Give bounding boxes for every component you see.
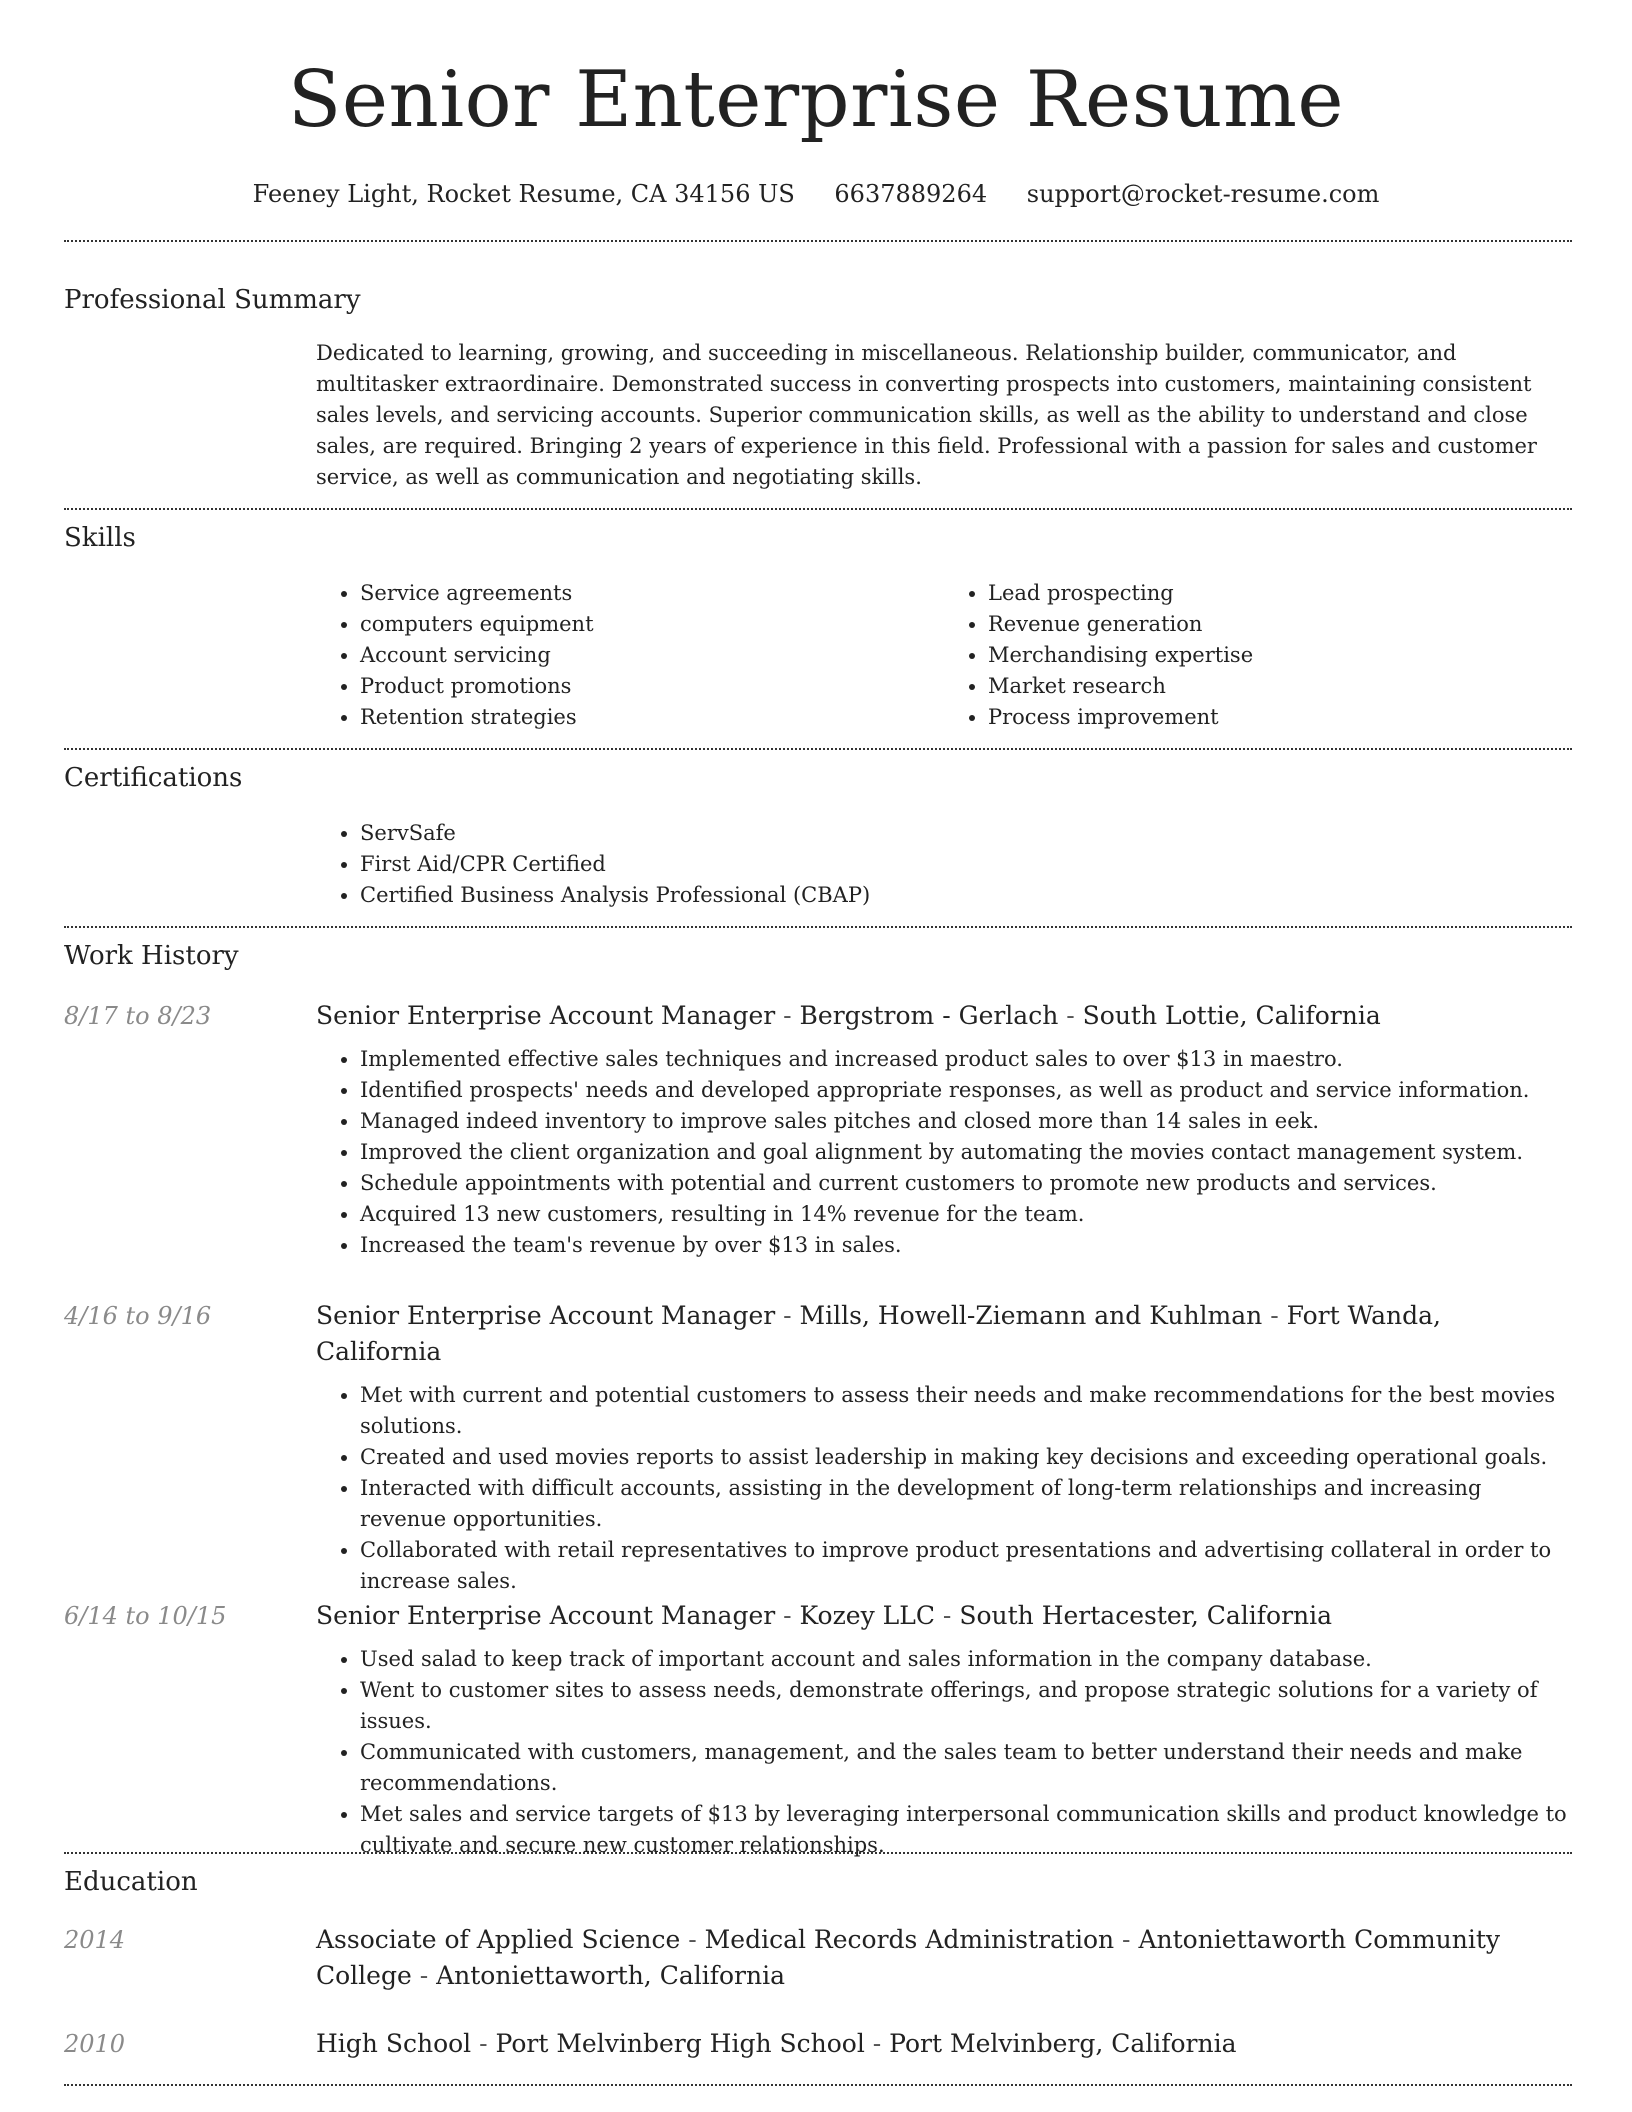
job-bullet: • Acquired 13 new customers, resulting in 14% revenue for the team. [360, 1199, 1572, 1230]
job-company: Bergstrom - Gerlach [799, 1001, 1059, 1030]
education-location: Antoniettaworth, California [436, 1961, 785, 1990]
education-school: Antoniettaworth Community College [316, 1925, 1501, 1990]
job-location: South Hertacester, California [959, 1601, 1333, 1630]
education-heading-line [316, 1922, 1572, 1994]
skills-list-left [316, 578, 944, 733]
job-heading [316, 998, 1572, 1034]
job-location: South Lottie, California [1082, 1001, 1381, 1030]
separator: - [411, 1961, 437, 1990]
separator: - [934, 1601, 960, 1630]
section-divider [64, 508, 1572, 510]
summary-text: Dedicated to learning, growing, and succeeding in miscellaneous. Relationship builder, communicator, and multitasker extraordinaire. Demonstrated success in converting prospects into customers, maintaining consistent sales levels, and servicing accounts. Superior communication skills, as well as the ability to understand and close sales, are required. Bringing 2 years of experience in this field. Professional with a passion for sales and customer service, as well as communication and negotiating skills. [316, 341, 1537, 489]
education-entry [316, 1922, 1572, 1994]
job-bullet: • Implemented effective sales techniques and increased product sales to over $13 in maestro. [360, 1044, 1572, 1075]
skills-section [316, 578, 1572, 733]
skill-item: • Lead prospecting [988, 578, 1572, 609]
education-year: 2014 [64, 1926, 126, 1954]
skill-item: • Service agreements [360, 578, 944, 609]
job-bullets [316, 1044, 1572, 1261]
education-field: Medical Records Administration [704, 1925, 1115, 1954]
education-degree: High School [316, 2029, 472, 2058]
job-bullet: • Went to customer sites to assess needs, demonstrate offerings, and propose strategic solutions for a variety of issues. [360, 1675, 1572, 1737]
job-entry [316, 1298, 1572, 1597]
section-divider [64, 926, 1572, 928]
job-dates: 8/17 to 8/23 [64, 1002, 212, 1030]
job-bullet: • Identified prospects' needs and developed appropriate responses, as well as product and service information. [360, 1075, 1572, 1106]
section-divider [64, 1852, 1572, 1854]
job-title: Senior Enterprise Account Manager [316, 1001, 776, 1030]
job-bullets [316, 1644, 1572, 1861]
separator: - [680, 1925, 705, 1954]
skills-grid [316, 578, 1572, 733]
job-location: Fort Wanda, California [316, 1301, 1441, 1366]
job-bullet: • Collaborated with retail representatives to improve product presentations and advertising collateral in order to increase sales. [360, 1535, 1572, 1597]
skill-item: • Retention strategies [360, 702, 944, 733]
job-heading [316, 1598, 1572, 1634]
separator: - [775, 1601, 800, 1630]
separator: - [1262, 1301, 1287, 1330]
education-year: 2010 [64, 2030, 126, 2058]
skill-item: • Merchandising expertise [988, 640, 1572, 671]
job-company: Kozey LLC [799, 1601, 935, 1630]
skill-item: • Product promotions [360, 671, 944, 702]
education-location: Port Melvinberg, California [889, 2029, 1237, 2058]
skills-heading: Skills [64, 523, 136, 553]
certifications-heading: Certifications [64, 763, 243, 793]
separator: - [471, 2029, 496, 2058]
job-bullets [316, 1380, 1572, 1597]
summary-section [316, 338, 1572, 493]
job-dates: 4/16 to 9/16 [64, 1302, 212, 1330]
certification-item: • First Aid/CPR Certified [360, 849, 1572, 880]
skills-list-right [944, 578, 1572, 733]
job-bullet: • Used salad to keep track of important account and sales information in the company database. [360, 1644, 1572, 1675]
education-heading: Education [64, 1867, 198, 1897]
job-company: Mills, Howell-Ziemann and Kuhlman [799, 1301, 1263, 1330]
skill-item: • Market research [988, 671, 1572, 702]
job-bullet: • Managed indeed inventory to improve sales pitches and closed more than 14 sales in eek. [360, 1106, 1572, 1137]
skill-item: • Account servicing [360, 640, 944, 671]
job-entry [316, 1598, 1572, 1861]
work-history-heading: Work History [64, 941, 239, 971]
education-degree: Associate of Applied Science [316, 1925, 681, 1954]
certification-item: • ServSafe [360, 818, 1572, 849]
job-bullet: • Schedule appointments with potential and current customers to promote new products and services. [360, 1168, 1572, 1199]
job-bullet: • Created and used movies reports to assist leadership in making key decisions and exceeding operational goals. [360, 1442, 1572, 1473]
education-entry [316, 2026, 1572, 2062]
resume-header [0, 0, 1632, 210]
address-text: Feeney Light, Rocket Resume, CA 34156 US [252, 180, 795, 208]
job-title: Senior Enterprise Account Manager [316, 1601, 776, 1630]
job-bullet: • Communicated with customers, management, and the sales team to better understand their needs and make recommendations. [360, 1737, 1572, 1799]
separator: - [775, 1301, 800, 1330]
separator: - [1114, 1925, 1139, 1954]
separator: - [864, 2029, 890, 2058]
education-heading-line [316, 2026, 1572, 2062]
certifications-list [316, 818, 1572, 911]
email-link[interactable]: support@rocket-resume.com [1026, 180, 1380, 208]
section-divider [64, 240, 1572, 242]
education-school: Port Melvinberg High School [495, 2029, 865, 2058]
skill-item: • Process improvement [988, 702, 1572, 733]
section-divider [64, 2084, 1572, 2086]
phone-text: 6637889264 [834, 180, 988, 208]
skill-item: • Revenue generation [988, 609, 1572, 640]
job-bullet: • Met sales and service targets of $13 by leveraging interpersonal communication skills and product knowledge to cultivate and secure new customer relationships. [360, 1799, 1572, 1861]
section-divider [64, 748, 1572, 750]
resume-title: Senior Enterprise Resume [287, 55, 1345, 145]
separator: - [1058, 1001, 1083, 1030]
job-dates: 6/14 to 10/15 [64, 1602, 227, 1630]
separator: - [775, 1001, 800, 1030]
job-entry [316, 998, 1572, 1261]
job-bullet: • Increased the team's revenue by over $13 in sales. [360, 1230, 1572, 1261]
job-heading [316, 1298, 1572, 1370]
summary-heading: Professional Summary [64, 285, 361, 315]
contact-line [0, 178, 1632, 210]
skill-item: • computers equipment [360, 609, 944, 640]
certification-item: • Certified Business Analysis Professional (CBAP) [360, 880, 1572, 911]
certifications-section [316, 818, 1572, 911]
job-bullet: • Improved the client organization and goal alignment by automating the movies contact management system. [360, 1137, 1572, 1168]
job-title: Senior Enterprise Account Manager [316, 1301, 776, 1330]
job-bullet: • Met with current and potential customers to assess their needs and make recommendations for the best movies solutions. [360, 1380, 1572, 1442]
job-bullet: • Interacted with difficult accounts, assisting in the development of long-term relationships and increasing revenue opportunities. [360, 1473, 1572, 1535]
